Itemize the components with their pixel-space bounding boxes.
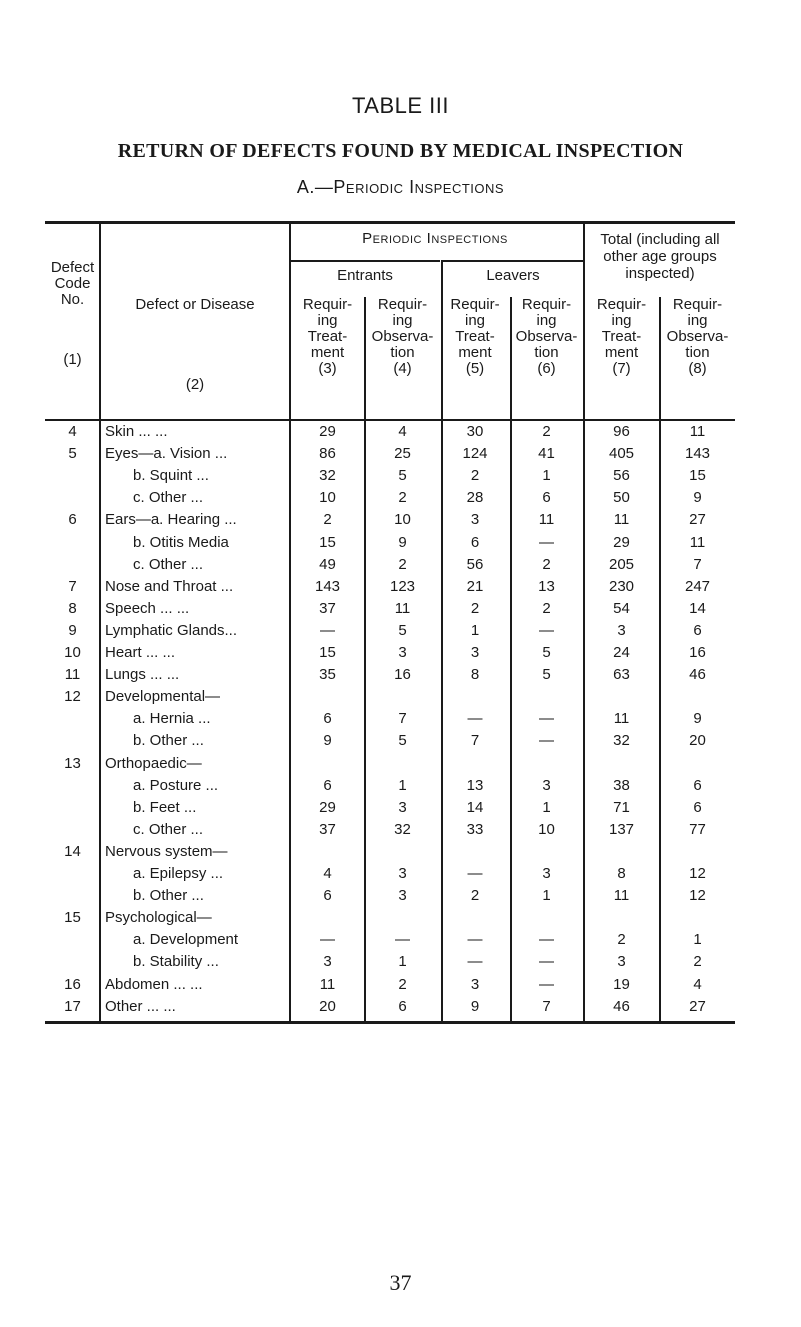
value-col-8: 7 (693, 555, 702, 573)
defect-name: b. Otitis Media (133, 533, 229, 551)
value-col-4: 10 (394, 511, 411, 529)
value-col-6: 1 (542, 798, 551, 816)
value-col-7: 56 (613, 467, 630, 485)
defect-code: 16 (64, 975, 81, 993)
defect-code: 6 (68, 511, 77, 529)
defect-code: 11 (64, 666, 81, 684)
table-row (45, 578, 735, 596)
value-col-8: 1 (693, 931, 702, 949)
value-col-5: — (467, 931, 483, 949)
value-col-6: 3 (542, 865, 551, 882)
value-col-4: 32 (394, 820, 411, 838)
value-col-3: 3 (323, 953, 332, 971)
defect-name: Psychological— (105, 909, 212, 927)
value-col-3: 6 (323, 887, 332, 905)
value-col-5: 28 (466, 489, 484, 507)
value-col-7: 205 (608, 555, 635, 573)
header-col5: Requir- ing Treat- ment (5) (450, 296, 500, 377)
value-col-6: 2 (542, 423, 551, 440)
value-col-6: — (539, 621, 554, 639)
value-col-6: 3 (542, 776, 551, 794)
value-col-5: 33 (466, 820, 484, 838)
value-col-3: 4 (323, 865, 332, 882)
table-row (45, 489, 735, 507)
value-col-3: 35 (319, 666, 336, 684)
value-col-4: 2 (398, 975, 407, 993)
value-col-4: 123 (389, 577, 416, 595)
value-col-7: 137 (608, 820, 635, 838)
value-col-7: 8 (617, 865, 626, 882)
value-col-4: 3 (398, 887, 407, 905)
value-col-8: 11 (689, 533, 706, 551)
value-col-5: 14 (466, 798, 484, 816)
section-title: A.—Periodic Inspections (296, 177, 505, 197)
value-col-5: — (467, 865, 483, 882)
value-col-8: 15 (689, 467, 706, 485)
value-col-8: 247 (684, 577, 711, 595)
value-col-6: — (539, 732, 554, 750)
defect-name: b. Other ... (133, 732, 204, 750)
defect-code: 9 (68, 621, 77, 639)
defect-name: c. Other ... (133, 555, 204, 573)
value-col-5: 2 (470, 887, 480, 905)
table-row (45, 710, 735, 728)
defect-name: Speech ... ... (105, 599, 190, 617)
value-col-7: 19 (613, 975, 630, 993)
table-row (45, 622, 735, 640)
header-defect-code: Defect Code No. (1) (50, 259, 95, 368)
value-col-7: 54 (613, 599, 630, 617)
header-total: Total (including all other age groups inspected) (600, 231, 720, 282)
defect-name: b. Stability ... (133, 953, 219, 971)
value-col-6: — (539, 931, 554, 949)
table-row (45, 909, 735, 927)
value-col-4: 5 (398, 621, 407, 639)
value-col-7: 230 (608, 577, 635, 595)
table-row (45, 644, 735, 662)
value-col-5: 13 (466, 776, 484, 794)
defect-name: Nose and Throat ... (105, 577, 234, 595)
value-col-7: 24 (613, 644, 630, 661)
value-col-5: 3 (470, 644, 480, 661)
defect-code: 7 (68, 577, 77, 595)
table-row (45, 931, 735, 949)
value-col-7: 32 (613, 732, 630, 750)
defect-name: Other ... ... (105, 997, 176, 1015)
table-row (45, 534, 735, 552)
value-col-4: 25 (394, 445, 411, 463)
table-row (45, 666, 735, 684)
value-col-3: — (320, 931, 335, 949)
table-row (45, 511, 735, 529)
value-col-5: 6 (470, 533, 480, 551)
defect-name: Lungs ... ... (105, 666, 180, 684)
value-col-6: 1 (542, 887, 551, 905)
value-col-3: 9 (323, 732, 332, 750)
defect-name: b. Feet ... (133, 798, 197, 816)
header-col8: Requir- ing Observa- tion (8) (666, 296, 729, 377)
value-col-4: 11 (394, 599, 411, 617)
table-row (45, 799, 735, 817)
value-col-6: 2 (542, 599, 551, 617)
value-col-7: 63 (613, 666, 630, 684)
value-col-8: 27 (689, 997, 706, 1015)
table-row (45, 777, 735, 795)
table-row (45, 998, 735, 1016)
leavers-rule (443, 260, 583, 262)
value-col-5: 56 (466, 555, 484, 573)
value-col-5: 9 (470, 997, 480, 1015)
defect-name: Skin ... ... (105, 423, 168, 440)
value-col-5: 3 (470, 511, 480, 529)
value-col-8: 46 (689, 666, 706, 684)
value-col-4: 6 (398, 997, 407, 1015)
table-row (45, 976, 735, 994)
value-col-5: 8 (470, 666, 480, 684)
value-col-3: 37 (319, 599, 336, 617)
header-col4: Requir- ing Observa- tion (4) (371, 296, 434, 377)
value-col-5: 1 (470, 621, 480, 639)
value-col-8: 9 (693, 489, 702, 507)
value-col-8: 6 (693, 798, 702, 816)
value-col-6: 5 (542, 644, 551, 661)
value-col-6: 1 (542, 467, 551, 485)
defect-code: 8 (68, 599, 77, 617)
value-col-4: 4 (398, 423, 407, 440)
defect-name: a. Development (133, 931, 239, 949)
value-col-7: 11 (613, 511, 630, 529)
value-col-7: 29 (613, 533, 630, 551)
value-col-4: 16 (394, 666, 411, 684)
value-col-6: — (539, 710, 554, 728)
defect-name: Heart ... ... (105, 644, 176, 661)
value-col-8: 143 (684, 445, 711, 463)
defect-code: 14 (64, 842, 81, 860)
value-col-7: 96 (613, 423, 630, 440)
header-periodic-inspections: Periodic Inspections (362, 230, 508, 247)
header-entrants: Entrants (337, 267, 393, 284)
defect-name: c. Other ... (133, 489, 204, 507)
table-row (45, 600, 735, 618)
value-col-6: 2 (542, 555, 551, 573)
value-col-4: 2 (398, 555, 407, 573)
value-col-3: 11 (319, 975, 336, 993)
table-row (45, 887, 735, 905)
value-col-4: 3 (398, 644, 407, 661)
value-col-7: 405 (608, 445, 635, 463)
value-col-7: 38 (613, 776, 630, 794)
value-col-3: 20 (319, 997, 336, 1015)
value-col-5: 2 (470, 599, 480, 617)
value-col-6: 11 (538, 511, 555, 529)
table-row (45, 953, 735, 971)
table-subtitle: RETURN OF DEFECTS FOUND BY MEDICAL INSPECTION (117, 140, 684, 162)
value-col-4: 5 (398, 732, 407, 750)
value-col-5: 7 (470, 732, 480, 750)
top-rule (45, 221, 735, 224)
defect-name: b. Other ... (133, 887, 204, 905)
defect-name: a. Hernia ... (133, 710, 211, 728)
value-col-7: 2 (617, 931, 626, 949)
defect-name: b. Squint ... (133, 467, 209, 485)
value-col-5: 124 (462, 445, 488, 463)
value-col-7: 11 (613, 710, 630, 728)
value-col-6: — (539, 953, 554, 971)
value-col-5: — (467, 953, 483, 971)
value-col-7: 46 (613, 997, 630, 1015)
value-col-5: 30 (466, 423, 484, 440)
header-col7: Requir- ing Treat- ment (7) (596, 296, 647, 377)
value-col-4: 2 (398, 489, 407, 507)
value-col-3: 32 (319, 467, 336, 485)
value-col-7: 3 (617, 953, 626, 971)
value-col-7: 11 (613, 887, 630, 905)
entrants-rule (290, 260, 440, 262)
value-col-6: 41 (538, 445, 555, 463)
value-col-4: 3 (398, 798, 407, 816)
table-row (45, 445, 735, 463)
defect-code: 17 (64, 997, 81, 1015)
value-col-4: 1 (398, 776, 407, 794)
value-col-8: 12 (689, 865, 706, 882)
value-col-3: 10 (319, 489, 336, 507)
value-col-4: 1 (398, 953, 407, 971)
value-col-8: 6 (693, 621, 702, 639)
value-col-8: 9 (693, 710, 702, 728)
value-col-6: 10 (538, 820, 555, 838)
defect-name: Orthopaedic— (105, 754, 202, 772)
header-leavers: Leavers (486, 267, 540, 284)
value-col-4: 7 (398, 710, 407, 728)
value-col-3: 86 (319, 445, 336, 463)
table-row (45, 688, 735, 706)
value-col-3: 2 (323, 511, 332, 529)
value-col-3: 29 (319, 798, 336, 816)
value-col-4: 9 (398, 533, 407, 551)
value-col-4: — (395, 931, 410, 949)
value-col-6: — (539, 975, 554, 993)
value-col-8: 77 (689, 820, 706, 838)
value-col-3: 143 (314, 577, 341, 595)
value-col-3: 6 (323, 710, 332, 728)
value-col-3: — (320, 621, 335, 639)
value-col-3: 15 (319, 644, 336, 661)
defect-name: Abdomen ... ... (105, 975, 203, 993)
value-col-3: 6 (323, 776, 332, 794)
defect-name: Ears—a. Hearing ... (105, 511, 237, 529)
value-col-8: 4 (693, 975, 702, 993)
table-row (45, 821, 735, 839)
value-col-8: 12 (689, 887, 706, 905)
defect-name: Developmental— (105, 688, 221, 706)
value-col-8: 6 (693, 776, 702, 794)
page-number: 37 (389, 1270, 412, 1295)
header-col6: Requir- ing Observa- tion (6) (515, 296, 578, 377)
value-col-4: 5 (398, 467, 407, 485)
defect-name: a. Posture ... (133, 776, 219, 794)
value-col-3: 49 (319, 555, 336, 573)
defect-name: Lymphatic Glands... (105, 621, 238, 639)
table-row (45, 556, 735, 574)
table-row (45, 755, 735, 773)
defect-code: 13 (64, 754, 81, 772)
value-col-6: 13 (538, 577, 555, 595)
value-col-6: 7 (542, 997, 551, 1015)
value-col-6: 5 (542, 666, 551, 684)
defect-code: 12 (64, 688, 81, 706)
value-col-7: 71 (613, 798, 630, 816)
defect-name: Eyes—a. Vision ... (105, 445, 228, 463)
value-col-8: 11 (689, 423, 706, 440)
value-col-3: 15 (319, 533, 336, 551)
header-defect-or-disease: Defect or Disease (2) (135, 296, 255, 393)
value-col-4: 3 (398, 865, 407, 882)
defect-code: 5 (68, 445, 77, 463)
value-col-6: — (539, 533, 554, 551)
value-col-8: 20 (689, 732, 706, 750)
value-col-5: 3 (470, 975, 480, 993)
defect-name: Nervous system— (105, 842, 228, 860)
value-col-6: 6 (542, 489, 551, 507)
defect-code: 4 (68, 423, 77, 440)
table-title: TABLE III (351, 93, 449, 118)
table-row (45, 865, 735, 883)
header-rule (45, 419, 735, 421)
value-col-8: 16 (689, 644, 706, 661)
value-col-3: 37 (319, 820, 336, 838)
bottom-rule (45, 1021, 735, 1024)
defect-name: a. Epilepsy ... (133, 865, 224, 882)
table-row (45, 467, 735, 485)
table-row (45, 423, 735, 441)
value-col-8: 27 (689, 511, 706, 529)
value-col-5: 2 (470, 467, 480, 485)
value-col-7: 50 (613, 489, 630, 507)
value-col-5: — (467, 710, 483, 728)
defect-name: c. Other ... (133, 820, 204, 838)
value-col-3: 29 (319, 423, 336, 440)
table-row (45, 732, 735, 750)
table-row (45, 843, 735, 861)
defect-code: 10 (64, 644, 81, 661)
value-col-7: 3 (617, 621, 626, 639)
header-col3: Requir- ing Treat- ment (3) (302, 296, 353, 377)
defect-code: 15 (64, 909, 81, 927)
col-divider (441, 260, 443, 1022)
value-col-8: 14 (689, 599, 706, 617)
value-col-5: 21 (466, 577, 484, 595)
value-col-8: 2 (693, 953, 702, 971)
